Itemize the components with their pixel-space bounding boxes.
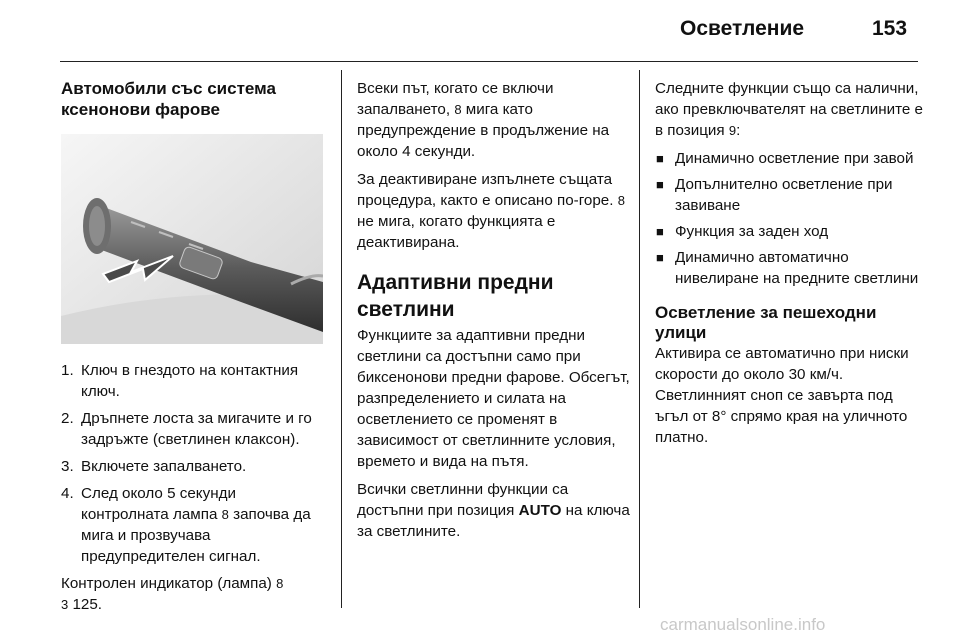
paragraph-functions-intro: Следните функции също са налични, ако превключвателят на светлините е в позиция 9: [655, 80, 923, 139]
section-heading-adaptive: Адаптивни предни светлини [357, 271, 554, 321]
warning-lamp-icon: 8 [454, 102, 462, 117]
step-text: Ключ в гнездото на контактния ключ. [81, 362, 299, 400]
page-reference-link[interactable]: 125. [72, 596, 103, 613]
paragraph-pedestrian-description: Активира се автоматично при ниски скорости до около 30 км/ч. Светлинният сноп се завърта под ъгъл от 8° спрямо края на уличното платно. [655, 345, 909, 446]
indicator-reference: Контролен индикатор (лампа) 8 3 125. [61, 575, 284, 613]
bullet-square-icon: ■ [656, 250, 664, 265]
right-column [655, 78, 927, 455]
step-number: 3. [61, 458, 74, 475]
list-item: ■ Допълнително осветление при завиване [656, 176, 893, 214]
step-text-cont: започва да мига и прозвучава предупредителен сигнал. [81, 506, 311, 565]
step-text: Дръпнете лоста за мигачите и го задръжте (светлинен клаксон). [81, 410, 312, 448]
section-heading-xenon: Автомобили със система ксенонови фарове [61, 79, 276, 119]
step-item [61, 456, 327, 477]
warning-lamp-icon: 8 [221, 507, 229, 522]
procedure-steps [61, 360, 327, 567]
warning-lamp-icon: 8 [617, 193, 625, 208]
column-divider-2 [639, 70, 640, 608]
bullet-square-icon: ■ [656, 151, 664, 166]
list-item: ■ Динамично автоматично нивелиране на предните светлини [656, 249, 919, 287]
step-item [61, 408, 327, 450]
list-item: ■ Функция за заден ход [656, 223, 829, 240]
section-heading-pedestrian: Осветление за пешеходни улици [655, 303, 877, 342]
bullet-square-icon: ■ [656, 224, 664, 239]
list-item: ■ Динамично осветление при завой [656, 150, 914, 167]
functions-list [655, 148, 927, 289]
paragraph-auto-position: Всички светлинни функции са достъпни при позиция AUTO на ключа за светлините. [357, 481, 630, 540]
step-text: След около 5 секунди контролната лампа [81, 485, 236, 523]
watermark-text: carmanualsonline.info [660, 615, 826, 634]
column-divider-1 [341, 70, 342, 608]
page-number: 153 [872, 17, 908, 40]
page-header-title: Осветление [680, 17, 805, 40]
left-column [61, 78, 327, 622]
step-text: Включете запалването. [81, 458, 247, 475]
middle-column [357, 78, 635, 549]
light-stalk-illustration [61, 134, 323, 344]
paragraph-deactivation: За деактивиране изпълнете същата процедура, както е описано по-горе. 8 не мига, когато функцията е деактивирана. [357, 171, 625, 251]
stalk-photo [61, 134, 323, 344]
warning-lamp-icon: 8 [276, 576, 284, 591]
header-rule [60, 61, 918, 62]
step-number: 2. [61, 410, 74, 427]
step-item [61, 483, 327, 567]
step-number: 1. [61, 362, 74, 379]
step-number: 4. [61, 485, 74, 502]
auto-position-label: AUTO [518, 502, 562, 519]
bullet-square-icon: ■ [656, 177, 664, 192]
headlight-switch-icon: 9 [728, 123, 737, 138]
page-reference-arrow-icon: 3 [61, 597, 69, 612]
paragraph-ignition-warning: Всеки път, когато се включи запалването, 8 мига като предупреждение в продължение на около 4 секунди. [357, 80, 610, 160]
paragraph-adaptive-description: Функциите за адаптивни предни светлини са достъпни само при биксенонови предни фарове. Обсегът, разпределението и силата на осветлението се променят в зависимост от светлинните условия, времето и вида на пътя. [357, 327, 630, 470]
step-item [61, 360, 327, 402]
